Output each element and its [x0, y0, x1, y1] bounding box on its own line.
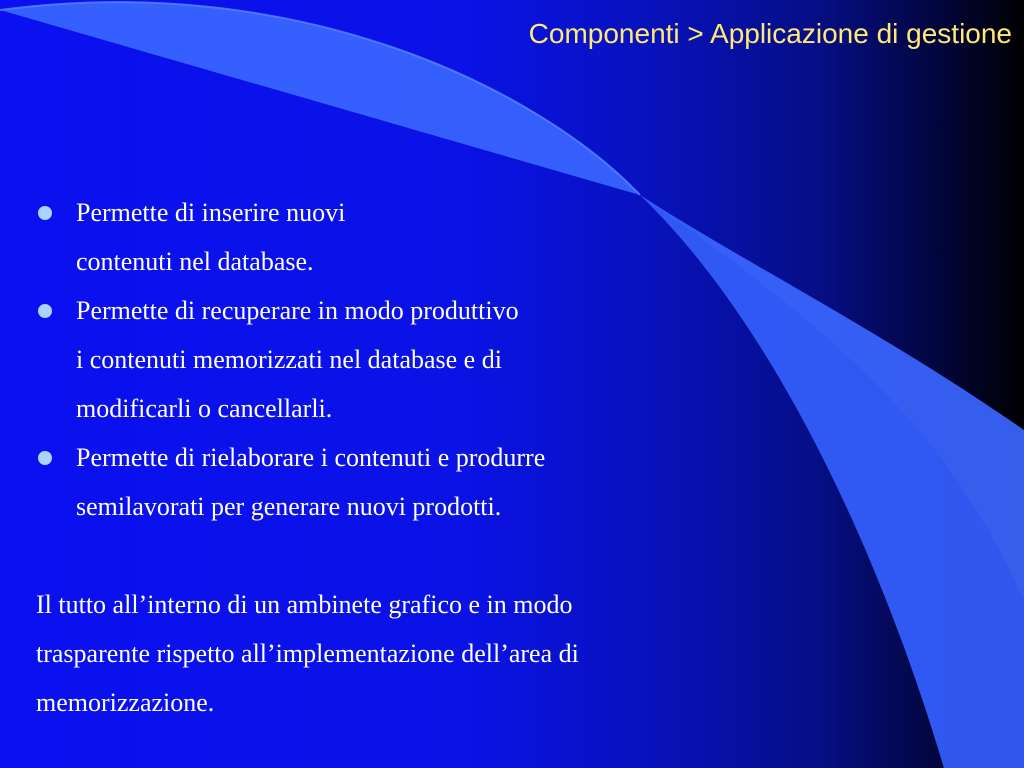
- bullet-dot-icon: [38, 206, 52, 220]
- bullet-item: [36, 286, 796, 433]
- paragraph-line: Il tutto all’interno di un ambinete grafico e in modo: [36, 590, 573, 619]
- bullet-line: semilavorati per generare nuovi prodotti.: [76, 492, 502, 521]
- bullet-line: Permette di inserire nuovi: [76, 198, 346, 227]
- slide-content: [36, 188, 796, 727]
- closing-paragraph: [36, 580, 796, 727]
- bullet-dot-icon: [38, 304, 52, 318]
- bullet-item: [36, 188, 796, 286]
- bullet-line: Permette di rielaborare i contenuti e produrre: [76, 443, 546, 472]
- slide-title: Componenti > Applicazione di gestione: [528, 18, 1012, 49]
- bullet-dot-icon: [38, 451, 52, 465]
- bullet-line: contenuti nel database.: [76, 247, 314, 276]
- bullet-item: [36, 433, 796, 531]
- bullet-line: i contenuti memorizzati nel database e di: [76, 345, 502, 374]
- paragraph-line: memorizzazione.: [36, 688, 215, 717]
- spacer: [36, 531, 796, 580]
- bullet-line: Permette di recuperare in modo produttivo: [76, 296, 519, 325]
- bullet-line: modificarli o cancellarli.: [76, 394, 333, 423]
- paragraph-line: trasparente rispetto all’implementazione dell’area di: [36, 639, 579, 668]
